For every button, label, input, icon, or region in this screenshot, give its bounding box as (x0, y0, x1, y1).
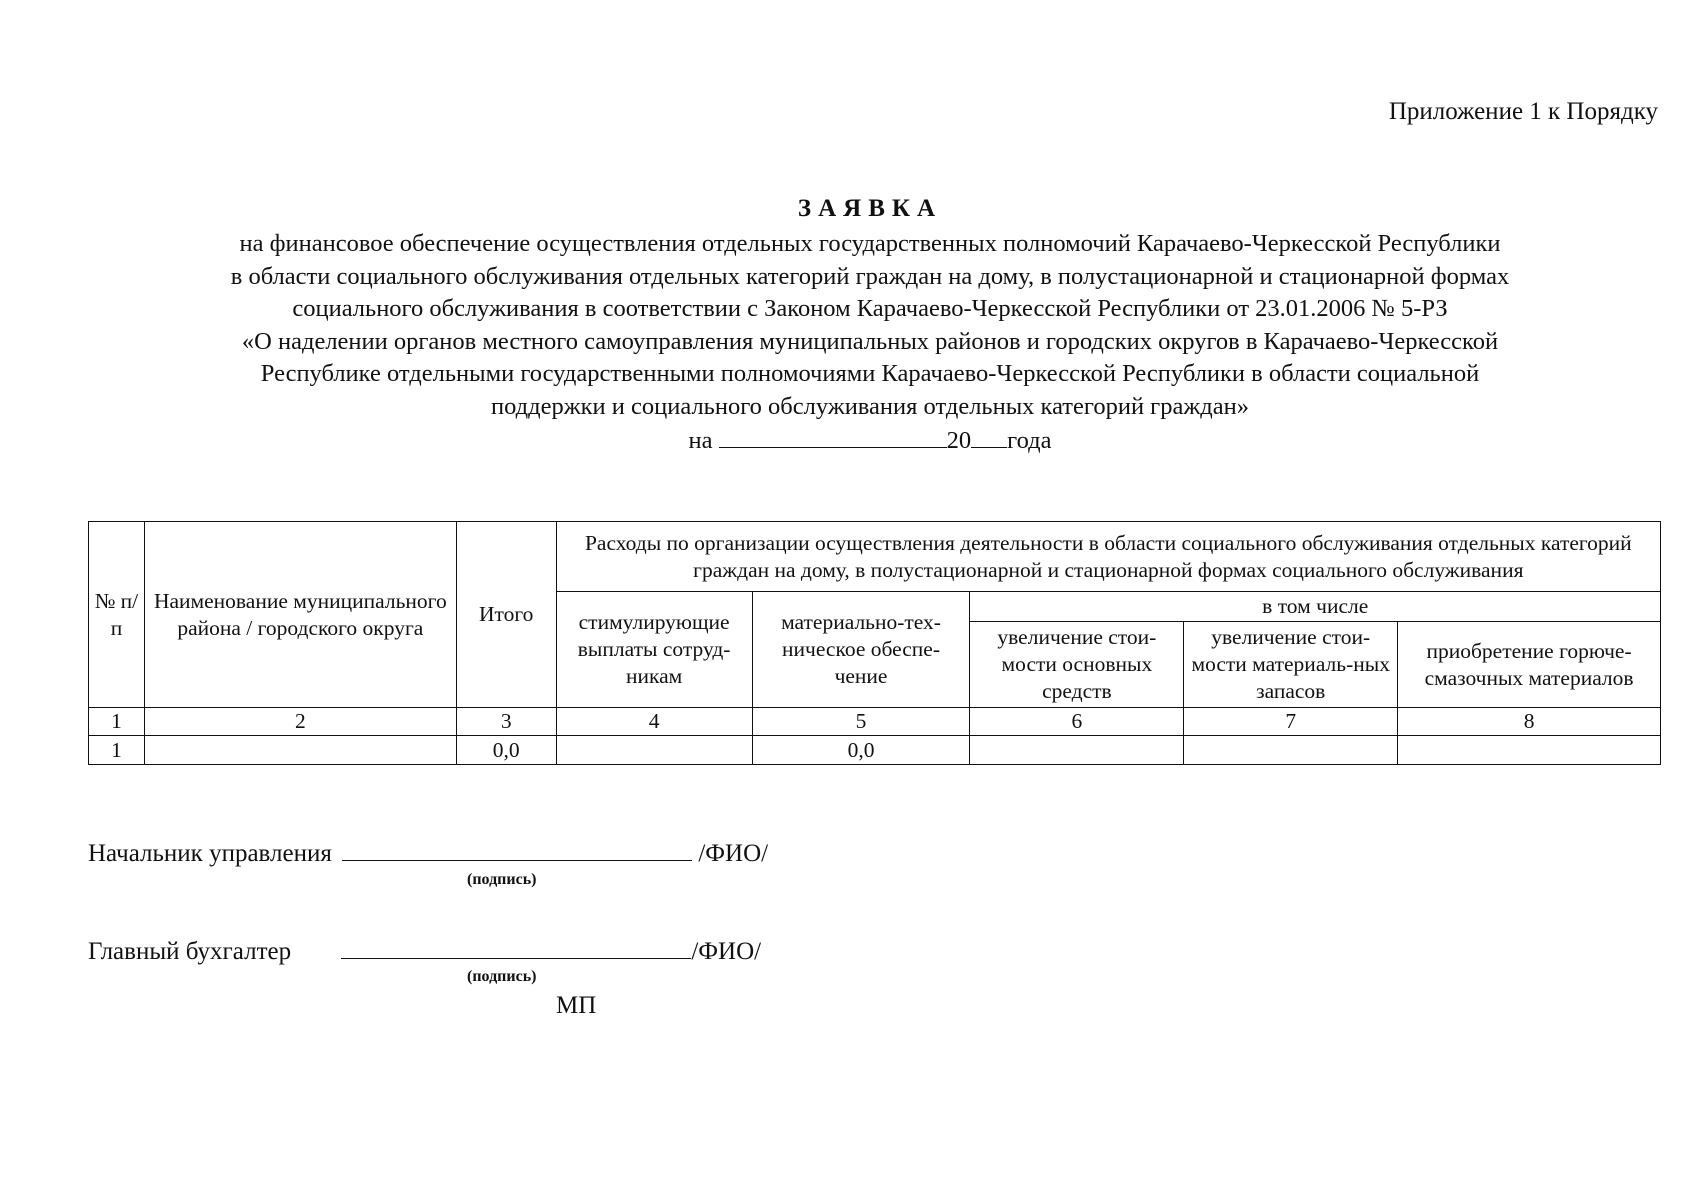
subtitle-line: на финансовое обеспечение осуществления отдельных государственных полномочий Карачаево-Черкесской Республики (239, 230, 1501, 257)
head-signature-caption: (подпись) (467, 871, 537, 888)
col-header-expenses: Расходы по организации осуществления деятельности в области социального обслуживания отдельных категорий граждан на дому, в полустационарной и стационарной формах социального обслуживания (556, 522, 1660, 592)
col-header-inventory: увеличение стои-мости материаль-ных запасов (1184, 622, 1398, 708)
table-cell: 1 (89, 736, 145, 765)
accountant-signature-line (88, 936, 761, 966)
head-fio: /ФИО/ (698, 840, 769, 867)
period-suffix: года (1007, 427, 1052, 454)
period-year-prefix: 20 (946, 427, 972, 454)
col-header-fuel: приобретение горюче-смазочных материалов (1398, 622, 1661, 708)
table-cell (144, 736, 456, 765)
period-prefix: на (688, 427, 713, 454)
subtitle-line: социального обслуживания в соответствии с Законом Карачаево-Черкесской Республики от 23.01.2006 № 5-РЗ (292, 295, 1448, 322)
col-header-material: материально-тех-ническое обеспе-чение (752, 592, 970, 708)
period-date-blank[interactable] (719, 425, 947, 448)
table-cell (970, 736, 1184, 765)
table-row (89, 736, 1661, 765)
column-number: 7 (1184, 708, 1398, 736)
table-cell (1398, 736, 1661, 765)
head-label: Начальник управления (88, 840, 332, 867)
header-row (89, 522, 1661, 592)
head-signature-field[interactable] (342, 838, 692, 861)
subtitle-line: Республике отдельными государственными полномочиями Карачаево-Черкесской Республики в области социальной (260, 360, 1480, 387)
head-signature-line (88, 838, 768, 868)
subtitle-line: поддержки и социального обслуживания отдельных категорий граждан» (491, 392, 1249, 420)
column-number: 2 (144, 708, 456, 736)
expenses-table (88, 521, 1661, 765)
accountant-signature-field[interactable] (341, 936, 691, 959)
col-header-incentive: стимулирующие выплаты сотруд-никам (556, 592, 752, 708)
stamp-placeholder: МП (556, 992, 597, 1019)
accountant-label: Главный бухгалтер (88, 938, 292, 965)
column-number-row (89, 708, 1661, 736)
column-number: 3 (456, 708, 556, 736)
subtitle-line: «О наделении органов местного самоуправления муниципальных районов и городских округов в Карачаево-Черкесской (241, 327, 1499, 355)
col-header-name: Наименование муниципального района / городского округа (144, 522, 456, 708)
column-number: 1 (89, 708, 145, 736)
appendix-reference: Приложение 1 к Порядку (1388, 98, 1658, 125)
col-header-num: № п/п (89, 522, 145, 708)
column-number: 6 (970, 708, 1184, 736)
document-title: ЗАЯВКА (797, 195, 943, 222)
subtitle-line: в области социального обслуживания отдельных категорий граждан на дому, в полустационарной и стационарной формах (230, 262, 1510, 290)
column-number: 8 (1398, 708, 1661, 736)
table-cell: 0,0 (456, 736, 556, 765)
table-cell: 0,0 (752, 736, 970, 765)
period-year-blank[interactable] (971, 425, 1007, 448)
document-subtitle (60, 228, 1680, 423)
table-cell (556, 736, 752, 765)
col-header-total: Итого (456, 522, 556, 708)
col-header-fixed-assets: увеличение стои-мости основных средств (970, 622, 1184, 708)
table-cell (1184, 736, 1398, 765)
column-number: 4 (556, 708, 752, 736)
accountant-signature-caption: (подпись) (467, 968, 537, 985)
period-line (0, 425, 1699, 455)
column-number: 5 (752, 708, 970, 736)
col-header-including: в том числе (970, 592, 1661, 622)
accountant-fio: /ФИО/ (691, 938, 762, 965)
